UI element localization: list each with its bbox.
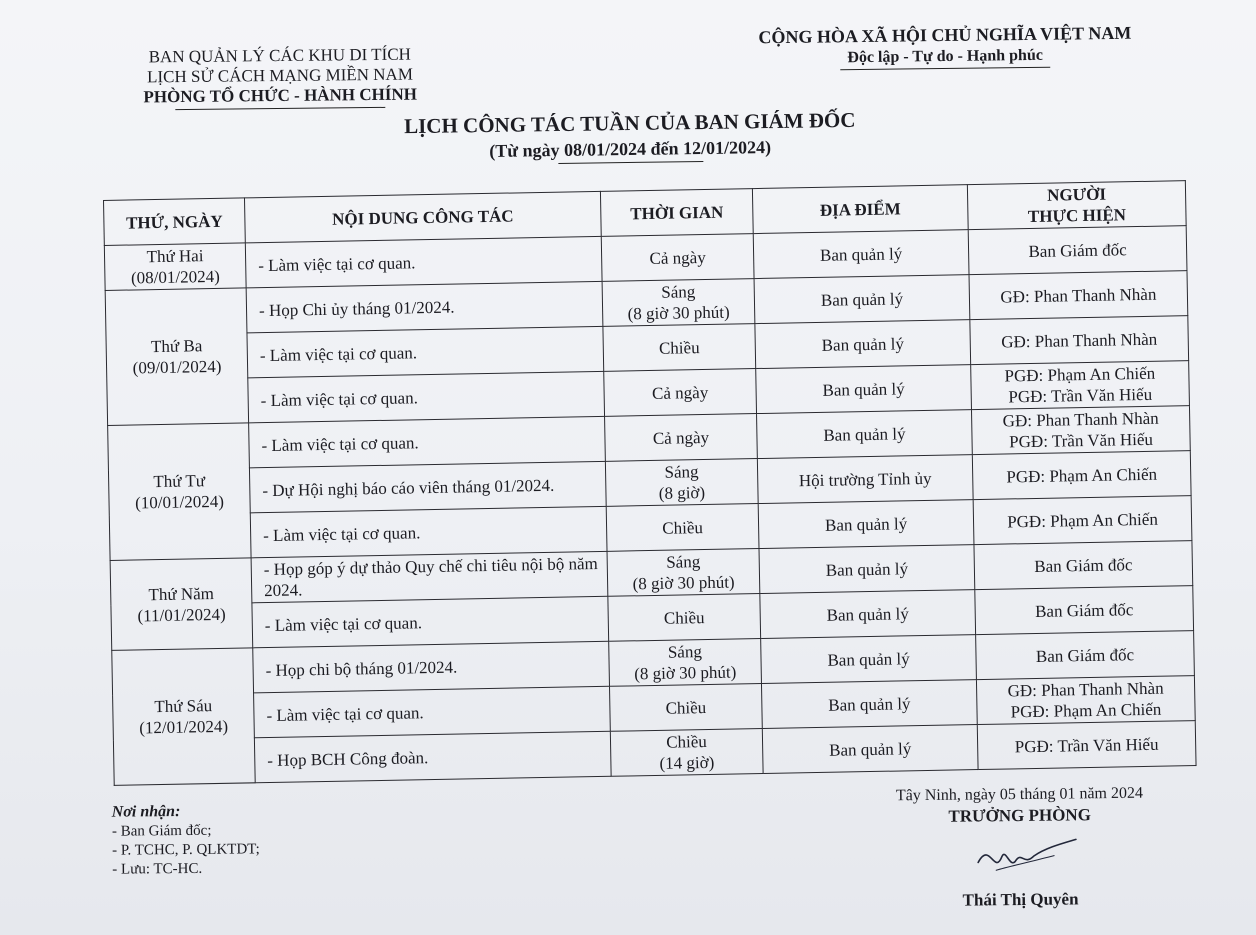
time-detail: (8 giờ 30 phút) xyxy=(627,302,730,324)
time-cell xyxy=(604,369,757,417)
person-1: GĐ: Phan Thanh Nhàn xyxy=(1001,329,1158,352)
place-cell: Ban quản lý xyxy=(762,725,978,774)
person-cell xyxy=(972,451,1191,500)
place-cell: Ban quản lý xyxy=(754,275,970,324)
content-cell: - Làm việc tại cơ quan. xyxy=(249,416,606,468)
person-1: PGĐ: Phạm An Chiến xyxy=(1004,363,1156,386)
person-1: Ban Giám đốc xyxy=(1028,239,1127,261)
content-cell: - Làm việc tại cơ quan. xyxy=(248,371,605,423)
signer-role: TRƯỞNG PHÒNG xyxy=(948,805,1091,826)
department-name: PHÒNG TỔ CHỨC - HÀNH CHÍNH xyxy=(143,84,417,107)
schedule-table xyxy=(103,180,1197,786)
place-cell: Hội trường Tỉnh ủy xyxy=(757,455,973,504)
time-main: Chiều xyxy=(658,337,700,358)
person-1: PGĐ: Phạm An Chiến xyxy=(1006,464,1158,486)
person-1: Ban Giám đốc xyxy=(1034,599,1134,621)
person-cell xyxy=(977,721,1196,770)
person-cell xyxy=(973,496,1192,545)
place-cell: Ban quản lý xyxy=(757,410,973,459)
content-cell: - Làm việc tại cơ quan. xyxy=(247,326,604,378)
person-1: GĐ: Phan Thanh Nhàn xyxy=(1007,678,1164,701)
header-time: THỜI GIAN xyxy=(600,189,753,237)
time-main: Chiều xyxy=(665,697,707,718)
header-day: THỨ, NGÀY xyxy=(104,198,246,246)
content-cell: - Dự Hội nghị báo cáo viên tháng 01/2024. xyxy=(249,461,606,513)
day-date: (09/01/2024) xyxy=(132,356,222,378)
header-person-line-1: NGƯỜI xyxy=(1046,184,1107,205)
day-name: Thứ Ba xyxy=(150,336,203,357)
day-name: Thứ Hai xyxy=(146,246,204,267)
header-person xyxy=(967,181,1186,230)
time-main: Sáng xyxy=(661,282,696,302)
content-cell: - Làm việc tại cơ quan. xyxy=(254,686,611,738)
content-cell: - Làm việc tại cơ quan. xyxy=(245,236,602,288)
person-cell xyxy=(976,631,1195,680)
handwritten-signature-icon xyxy=(950,825,1091,886)
content-cell: - Làm việc tại cơ quan. xyxy=(252,596,609,648)
national-motto: Độc lập - Tự do - Hạnh phúc xyxy=(847,46,1043,67)
time-cell xyxy=(607,549,760,597)
title-date-range: (Từ ngày 08/01/2024 đến 12/01/2024) xyxy=(489,137,772,161)
content-cell: - Họp BCH Công đoàn. xyxy=(254,731,611,783)
header-place: ĐỊA ĐIỂM xyxy=(752,185,968,234)
time-detail: (8 giờ 30 phút) xyxy=(632,572,735,594)
schedule-table-wrap xyxy=(103,180,1196,786)
time-cell xyxy=(602,279,755,327)
day-cell xyxy=(105,288,248,426)
person-1: Ban Giám đốc xyxy=(1034,554,1133,576)
time-main: Chiều xyxy=(662,517,704,538)
day-name: Thứ Năm xyxy=(148,583,215,604)
place-cell: Ban quản lý xyxy=(753,230,969,279)
signature-block xyxy=(849,784,1190,912)
time-main: Chiều xyxy=(666,732,707,752)
person-1: GĐ: Phan Thanh Nhàn xyxy=(1000,284,1157,307)
recipient-item: - Lưu: TC-HC. xyxy=(112,860,203,878)
time-detail: (8 giờ 30 phút) xyxy=(634,662,737,684)
content-cell: - Họp góp ý dự thảo Quy chế chi tiêu nội bộ năm 2024. xyxy=(251,551,608,603)
time-main: Cả ngày xyxy=(649,247,706,268)
place-cell: Ban quản lý xyxy=(760,590,976,639)
person-cell xyxy=(971,361,1190,410)
place-cell: Ban quản lý xyxy=(756,365,972,414)
person-1: PGĐ: Phạm An Chiến xyxy=(1007,509,1159,531)
person-2: PGĐ: Trần Văn Hiếu xyxy=(1009,429,1154,452)
person-cell xyxy=(975,586,1194,635)
person-cell xyxy=(976,676,1195,725)
time-cell xyxy=(610,729,763,777)
person-1: Ban Giám đốc xyxy=(1035,644,1135,666)
time-main: Chiều xyxy=(663,607,705,628)
person-1: PGĐ: Trần Văn Hiếu xyxy=(1014,734,1159,756)
recipients-heading: Nơi nhận: xyxy=(111,803,181,821)
person-1: GĐ: Phan Thanh Nhàn xyxy=(1002,408,1159,431)
time-main: Cả ngày xyxy=(651,382,709,403)
place-cell: Ban quản lý xyxy=(759,545,975,594)
place-cell: Ban quản lý xyxy=(761,680,977,729)
time-main: Sáng xyxy=(664,462,699,482)
recipient-item: - P. TCHC, P. QLKTDT; xyxy=(112,841,260,859)
place-cell: Ban quản lý xyxy=(755,320,971,369)
person-2: PGĐ: Trần Văn Hiếu xyxy=(1008,384,1153,407)
day-date: (08/01/2024) xyxy=(130,266,220,288)
person-cell xyxy=(971,406,1190,455)
day-cell xyxy=(110,558,253,651)
time-cell xyxy=(608,594,761,642)
agency-line-1: BAN QUẢN LÝ CÁC KHU DI TÍCH xyxy=(148,44,411,67)
place-cell: Ban quản lý xyxy=(761,635,977,684)
content-cell: - Họp chi bộ tháng 01/2024. xyxy=(253,641,610,693)
day-cell xyxy=(112,648,255,786)
time-main: Cả ngày xyxy=(652,427,710,448)
time-cell xyxy=(609,639,762,687)
day-cell xyxy=(104,243,246,291)
content-cell: - Họp Chi ủy tháng 01/2024. xyxy=(246,281,603,333)
day-cell xyxy=(108,423,251,561)
content-cell: - Làm việc tại cơ quan. xyxy=(250,506,607,558)
national-title: CỘNG HÒA XÃ HỘI CHỦ NGHĨA VIỆT NAM xyxy=(758,22,1132,48)
time-cell xyxy=(601,234,754,282)
time-detail: (14 giờ) xyxy=(659,752,715,773)
time-cell xyxy=(606,504,759,552)
time-main: Sáng xyxy=(666,552,701,572)
place-cell: Ban quản lý xyxy=(758,500,974,549)
person-cell xyxy=(974,541,1193,590)
title-main: LỊCH CÔNG TÁC TUẦN CỦA BAN GIÁM ĐỐC xyxy=(403,107,856,139)
agency-header xyxy=(120,44,441,110)
national-header xyxy=(745,22,1146,72)
day-name: Thứ Tư xyxy=(153,471,206,492)
signer-name: Thái Thị Quyên xyxy=(962,889,1079,910)
document-title xyxy=(330,106,931,167)
time-detail: (8 giờ) xyxy=(658,483,706,503)
person-cell xyxy=(969,271,1188,320)
person-2: PGĐ: Phạm An Chiến xyxy=(1010,699,1162,722)
time-main: Sáng xyxy=(667,642,703,662)
header-person-line-2: THỰC HIỆN xyxy=(1027,205,1127,227)
time-cell xyxy=(605,459,758,507)
time-cell xyxy=(605,414,758,462)
signing-date: Tây Ninh, ngày 05 tháng 01 năm 2024 xyxy=(895,784,1144,805)
recipient-item: - Ban Giám đốc; xyxy=(111,822,212,840)
day-name: Thứ Sáu xyxy=(154,696,213,717)
day-date: (12/01/2024) xyxy=(139,716,229,738)
person-cell xyxy=(970,316,1189,365)
header-content: NỘI DUNG CÔNG TÁC xyxy=(244,191,601,243)
time-cell xyxy=(603,324,756,372)
agency-underline xyxy=(175,107,385,110)
agency-line-2: LỊCH SỬ CÁCH MẠNG MIỀN NAM xyxy=(146,64,413,87)
day-date: (11/01/2024) xyxy=(137,604,226,625)
day-date: (10/01/2024) xyxy=(134,491,225,513)
person-cell xyxy=(968,226,1187,275)
time-cell xyxy=(609,684,762,732)
recipients-block xyxy=(112,801,260,879)
